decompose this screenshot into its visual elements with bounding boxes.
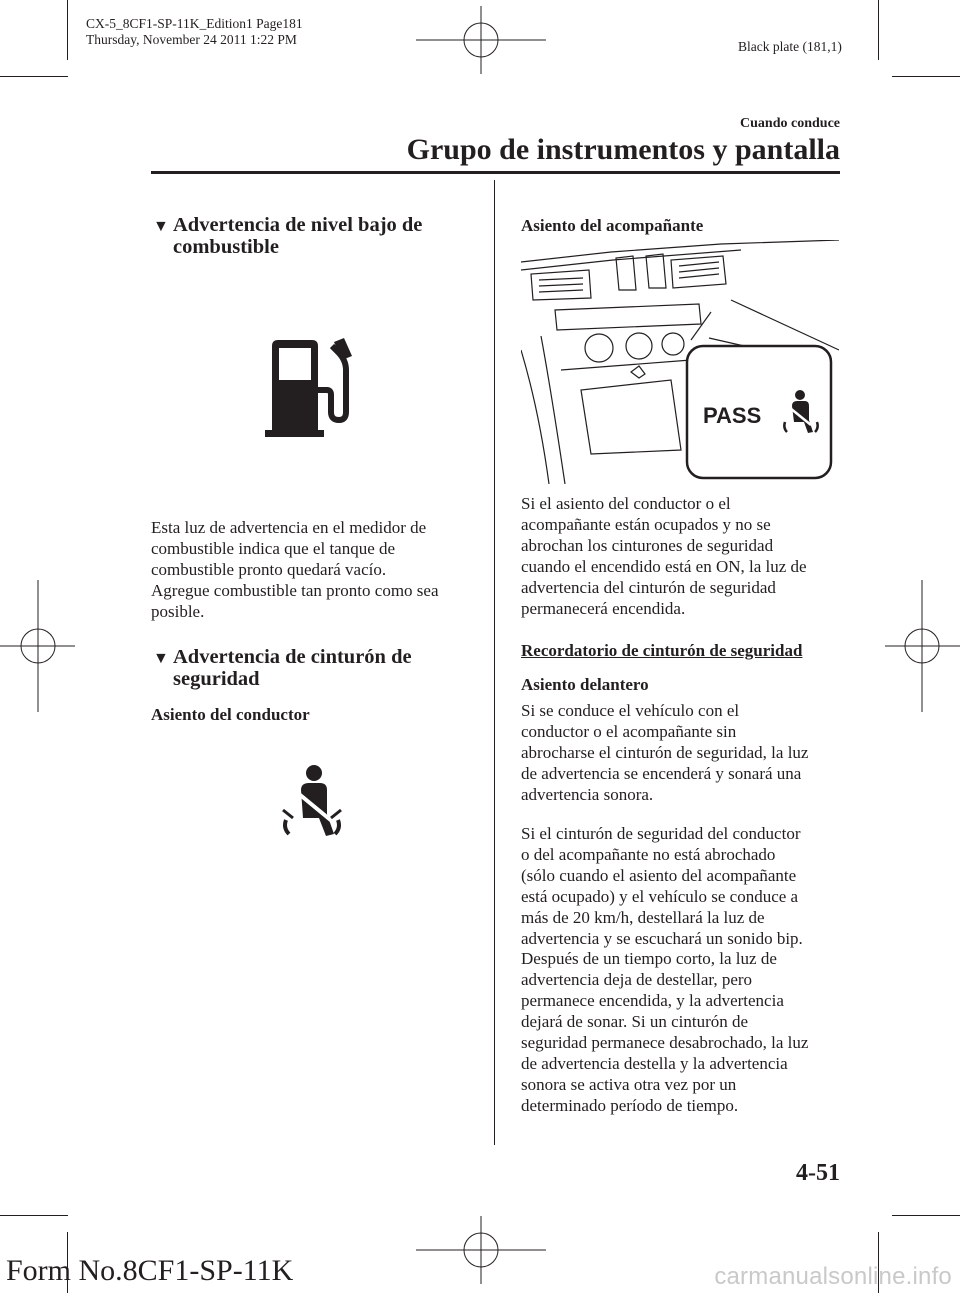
fuel-pump-icon [262,338,358,438]
triangle-bullet-icon: ▼ [153,650,169,667]
print-info [86,16,303,48]
seatbelt-warning-heading: ▼ Advertencia de cinturón de seguridad [153,646,412,690]
fuel-warning-heading: ▼ Advertencia de nivel bajo de combustible [153,214,423,258]
plate-info: Black plate (181,1) [738,39,842,54]
chapter-title: Grupo de instrumentos y pantalla [406,133,840,166]
page-number: 4-51 [796,1160,840,1186]
watermark-url: carmanualsonline.info [714,1263,952,1290]
print-info-date: Thursday, November 24 2011 1:22 PM [86,32,297,47]
seatbelt-occupied-text: Si el asiento del conductor o el acompañante están ocupados y no se abrochan los cinturones de seguridad cuando el encendido está en ON, la luz de advertencia del cinturón de seguridad permanecerá encendida. [521,494,807,618]
fuel-warning-text: Esta luz de advertencia en el medidor de combustible indica que el tanque de combustible pronto quedará vacío. Agregue combustible tan pronto como sea posible. [151,518,439,621]
seatbelt-icon [279,764,345,840]
print-info-file: CX-5_8CF1-SP-11K_Edition1 Page181 [86,16,303,31]
pass-indicator-label: PASS [703,403,762,428]
passenger-seat-label: Asiento del acompañante [521,216,704,235]
reminder-text-2: Si el cinturón de seguridad del conductor o del acompañante no está abrochado (sólo cuando el asiento del acompañante está ocupado) y el vehículo se conduce a más de 20 km/h, destellará la luz de advertencia y se escuchará un sonido bip. Después de un tiempo corto, la luz de advertencia deja de destellar, pero permanece encendida, y la advertencia dejará de sonar. Si un cinturón de seguridad permanece desabrochado, la luz de advertencia destella y la advertencia sonora se activa otra vez por un determinado período de tiempo. [521,824,809,1115]
reminder-heading: Recordatorio de cinturón de seguridad [521,641,803,660]
driver-seat-label: Asiento del conductor [151,705,310,724]
front-seat-label: Asiento delantero [521,675,649,694]
dashboard-illustration [521,240,839,484]
reminder-text-1: Si se conduce el vehículo con el conductor o el acompañante sin abrocharse el cinturón de seguridad, la luz de advertencia se encenderá y sonará una advertencia sonora. [521,701,809,804]
form-number: Form No.8CF1-SP-11K [6,1254,294,1287]
triangle-bullet-icon: ▼ [153,218,169,235]
section-label: Cuando conduce [740,116,840,131]
header-rule [151,171,840,174]
